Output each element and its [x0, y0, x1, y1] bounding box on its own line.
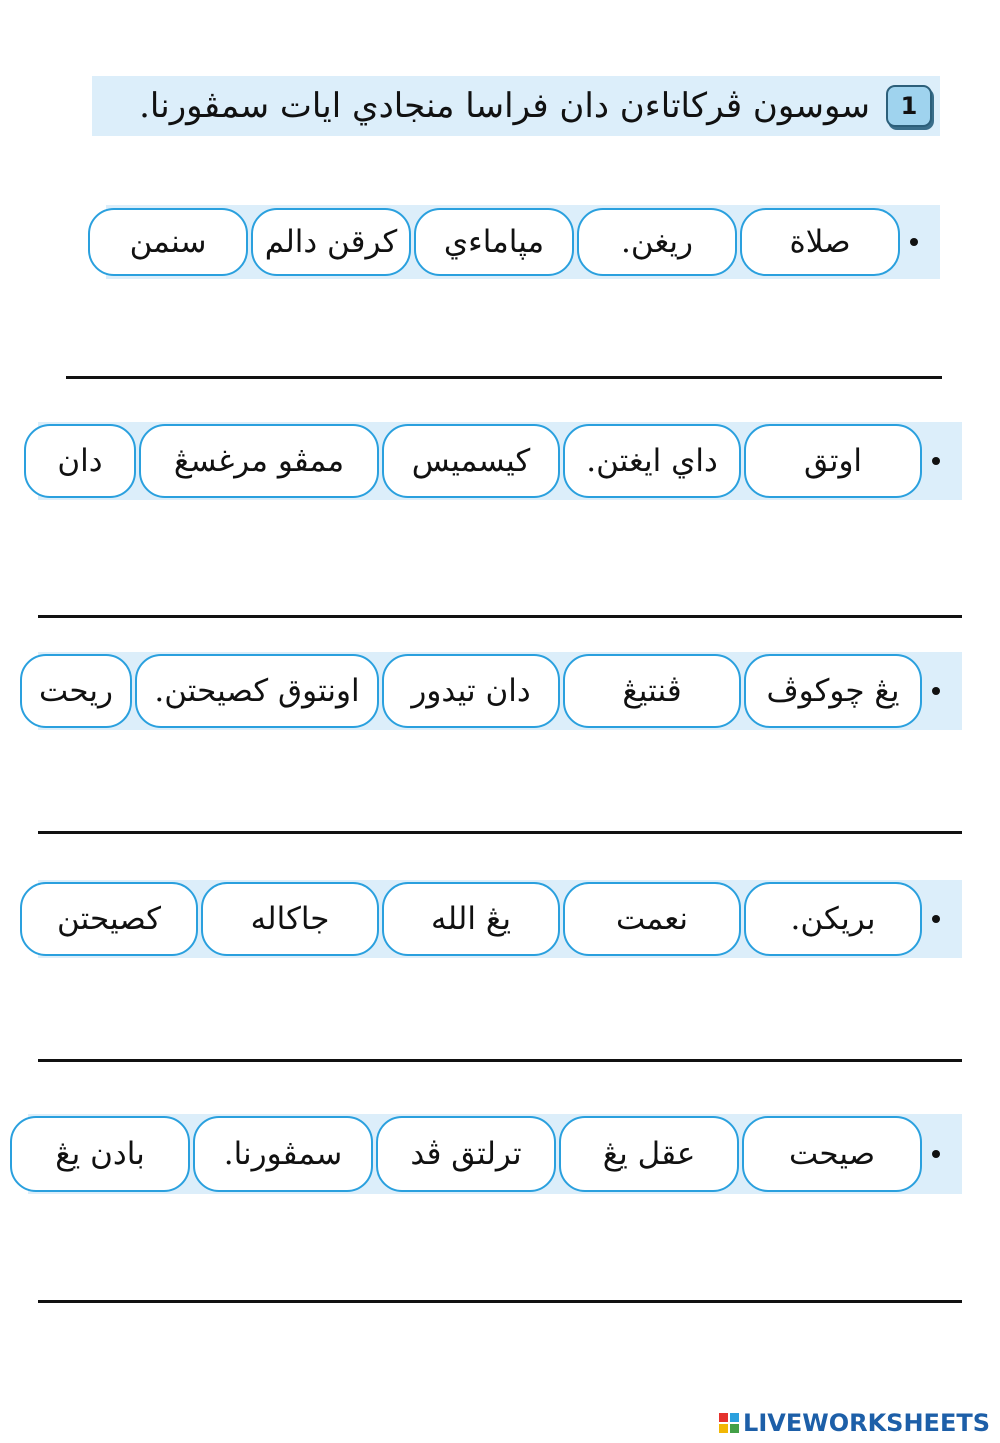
question-number-badge: 1 — [886, 85, 932, 127]
word-box[interactable]: جاكاله — [201, 882, 379, 956]
word-box[interactable]: ريغن. — [577, 208, 737, 276]
word-box[interactable]: ترلتق ڤد — [376, 1116, 556, 1192]
word-box[interactable]: دان — [24, 424, 136, 498]
word-box[interactable]: كرقن دالم — [251, 208, 411, 276]
word-row-1 — [106, 205, 940, 279]
word-box[interactable]: كيسميس — [382, 424, 560, 498]
answer-line[interactable] — [38, 615, 962, 618]
word-box[interactable]: نعمت — [563, 882, 741, 956]
word-box[interactable]: مپاماءي — [414, 208, 574, 276]
word-row-5 — [28, 1114, 962, 1194]
answer-line[interactable] — [38, 831, 962, 834]
bullet-icon — [932, 915, 940, 923]
word-box[interactable]: سنمن — [88, 208, 248, 276]
word-box[interactable]: صلاة — [740, 208, 900, 276]
word-box[interactable]: ممڤو مرغسڠ — [139, 424, 379, 498]
word-box[interactable]: ريحت — [20, 654, 132, 728]
word-box[interactable]: اوتق — [744, 424, 922, 498]
word-row-2 — [38, 422, 962, 500]
word-box[interactable]: يڠ الله — [382, 882, 560, 956]
logo-grid-icon — [719, 1413, 739, 1433]
word-box[interactable]: كصيحتن — [20, 882, 198, 956]
word-row-4 — [38, 880, 962, 958]
liveworksheets-logo — [719, 1409, 990, 1437]
word-box[interactable]: عقل يڠ — [559, 1116, 739, 1192]
word-box[interactable]: دان تيدور — [382, 654, 560, 728]
word-box[interactable]: صيحت — [742, 1116, 922, 1192]
bullet-icon — [932, 457, 940, 465]
logo-text: LIVEWORKSHEETS — [743, 1409, 990, 1437]
word-box[interactable]: ڤنتيڠ — [563, 654, 741, 728]
instruction-banner — [92, 76, 940, 136]
word-box[interactable]: بادن يڠ — [10, 1116, 190, 1192]
word-box[interactable]: اونتوق كصيحتن. — [135, 654, 379, 728]
word-box[interactable]: يڠ چوكوڤ — [744, 654, 922, 728]
word-box[interactable]: سمڤورنا. — [193, 1116, 373, 1192]
answer-line[interactable] — [38, 1300, 962, 1303]
bullet-icon — [910, 238, 918, 246]
bullet-icon — [932, 687, 940, 695]
word-box[interactable]: داي ايغتن. — [563, 424, 741, 498]
word-box[interactable]: بريكن. — [744, 882, 922, 956]
instruction-text: سوسون ڤركاتاءن دان فراسا منجادي ايات سمڤورنا. — [139, 86, 870, 126]
answer-line[interactable] — [66, 376, 942, 379]
word-row-3 — [38, 652, 962, 730]
bullet-icon — [932, 1150, 940, 1158]
answer-line[interactable] — [38, 1059, 962, 1062]
